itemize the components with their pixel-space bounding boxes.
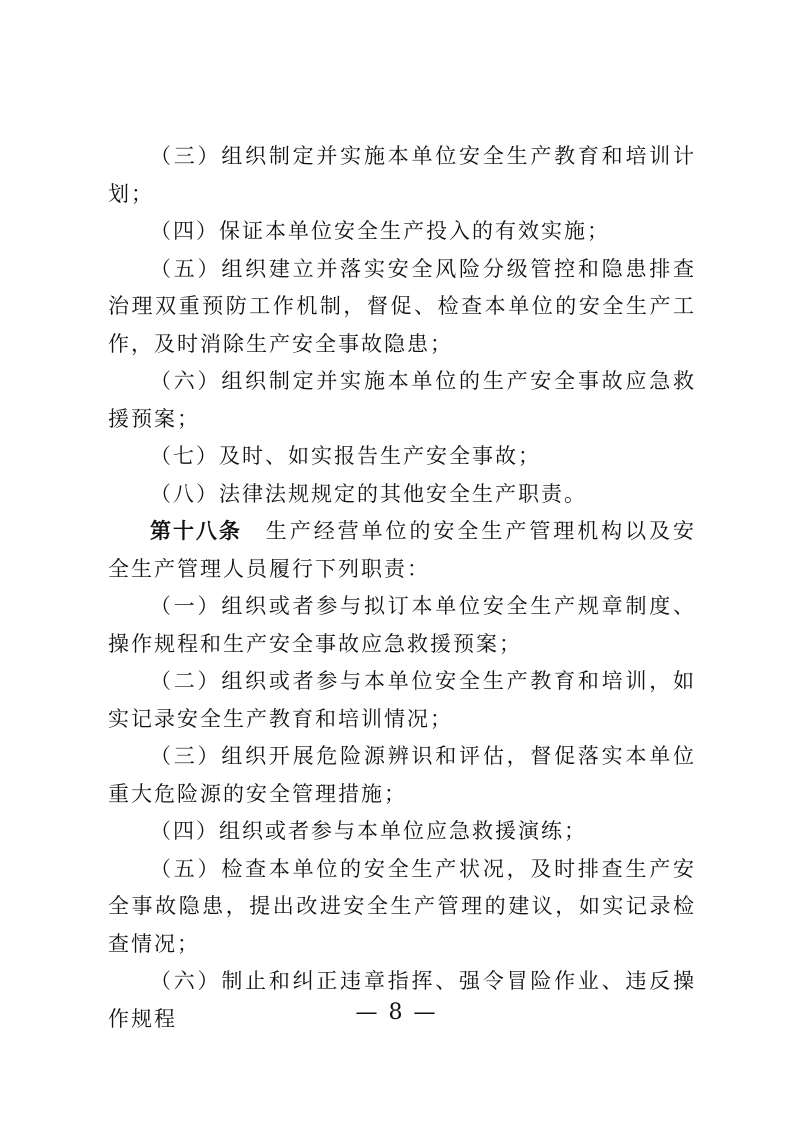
paragraph-8 bbox=[108, 476, 696, 514]
paragraph-6 bbox=[108, 363, 696, 438]
paragraph-text: （一）组织或者参与拟订本单位安全生产规章制度、操作规程和生产安全事故应急救援预案； bbox=[108, 594, 696, 656]
article-18-item-5 bbox=[108, 851, 696, 964]
article-18-item-1 bbox=[108, 588, 696, 663]
page-number: — 8 — bbox=[355, 1000, 438, 1025]
paragraph-text: （三）组织开展危险源辨识和评估，督促落实本单位重大危险源的安全管理措施； bbox=[108, 744, 696, 806]
paragraph-7 bbox=[108, 438, 696, 476]
article-18-item-3 bbox=[108, 738, 696, 813]
paragraph-text: （五）检查本单位的安全生产状况，及时排查生产安全事故隐患，提出改进安全生产管理的建议，如实记录检查情况； bbox=[108, 856, 696, 956]
paragraph-4 bbox=[108, 213, 696, 251]
article-18-item-2 bbox=[108, 663, 696, 738]
document-body bbox=[108, 138, 696, 1038]
paragraph-text: （八）法律法规规定的其他安全生产职责。 bbox=[150, 481, 587, 506]
article-heading: 第十八条 bbox=[150, 519, 242, 543]
paragraph-text: （七）及时、如实报告生产安全事故； bbox=[150, 444, 541, 468]
paragraph-text: （六）组织制定并实施本单位的生产安全事故应急救援预案； bbox=[108, 369, 696, 431]
paragraph-text: （二）组织或者参与本单位安全生产教育和培训，如实记录安全生产教育和培训情况； bbox=[108, 669, 696, 731]
paragraph-text: （三）组织制定并实施本单位安全生产教育和培训计划； bbox=[108, 144, 696, 206]
article-18-item-4 bbox=[108, 813, 696, 851]
paragraph-text: 生产经营单位的安全生产管理机构以及安全生产管理人员履行下列职责： bbox=[108, 519, 697, 581]
paragraph-5 bbox=[108, 251, 696, 364]
article-18 bbox=[108, 513, 696, 588]
paragraph-text: （六）制止和纠正违章指挥、强令冒险作业、违反操作规程 bbox=[108, 969, 696, 1031]
paragraph-3 bbox=[108, 138, 696, 213]
paragraph-text: （四）保证本单位安全生产投入的有效实施； bbox=[150, 219, 610, 243]
paragraph-text: （四）组织或者参与本单位应急救援演练； bbox=[150, 819, 587, 843]
paragraph-text: （五）组织建立并落实安全风险分级管控和隐患排查治理双重预防工作机制，督促、检查本单位的安全生产工作，及时消除生产安全事故隐患； bbox=[108, 256, 696, 356]
